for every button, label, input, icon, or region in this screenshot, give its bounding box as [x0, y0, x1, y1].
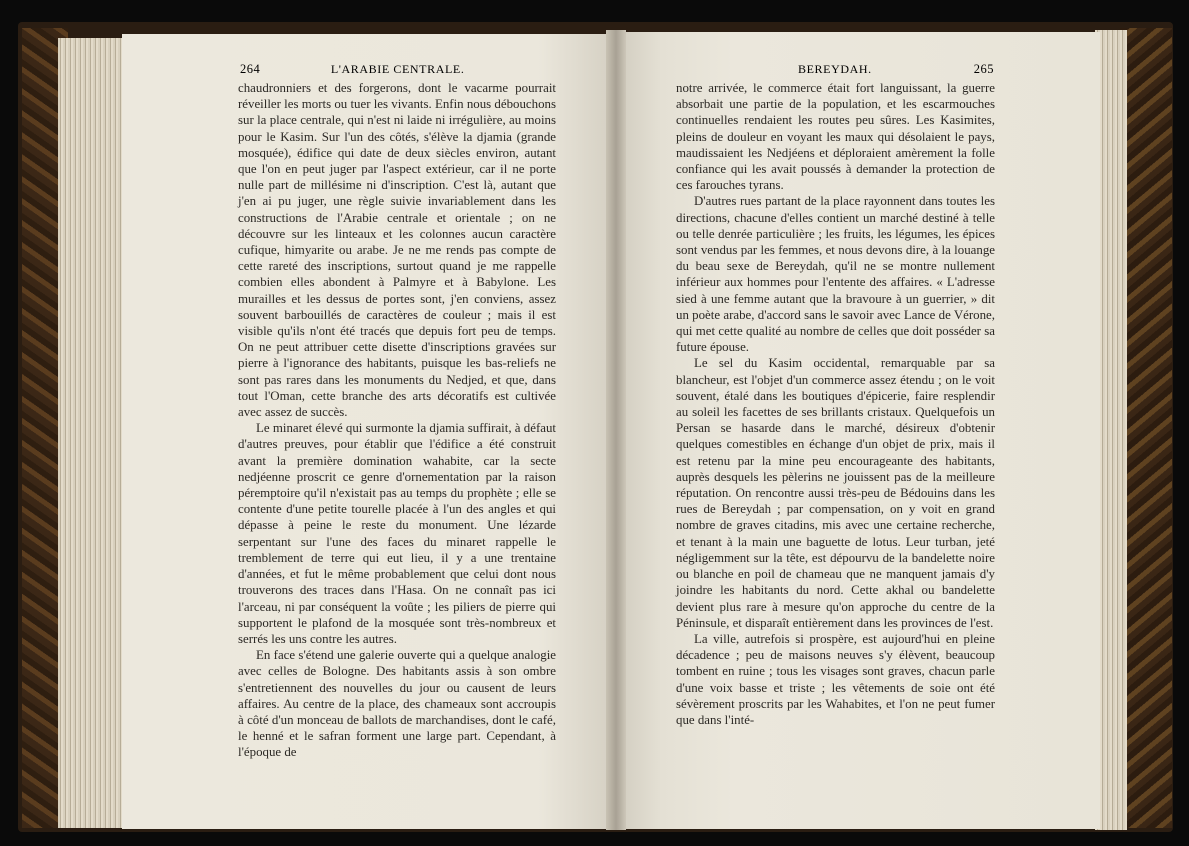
right-paragraph-1: notre arrivée, le commerce était fort languissant, la guerre absorbait une partie de la population, et les escarmouches continuelles rendaient les routes peu sûres. Les Kasimites, pleins de douleur en voyant les maux qui désolaient le pays, maudissaient les Nedjéens et déploraient amèrement la folle confiance qui les avait poussés à demander la protection de ces farouches tyrans. — [676, 81, 995, 193]
right-page-text — [676, 80, 995, 728]
left-page-number: 264 — [240, 62, 261, 76]
book-gutter — [606, 30, 626, 830]
page-edges-left — [58, 38, 130, 828]
left-page-header — [240, 62, 555, 77]
marbled-cover-right — [1120, 28, 1172, 828]
right-running-head: BEREYDAH. — [798, 62, 872, 76]
left-running-head: L'ARABIE CENTRALE. — [330, 62, 465, 76]
left-paragraph-3: En face s'étend une galerie ouverte qui a quelque analogie avec celles de Bologne. Des habitants assis à son ombre s'entretiennent des nouvelles du jour ou causent de leurs affaires. Au centre de la place, des chameaux sont accroupis à côté d'un monceau de ballots de marchandises, dont le café, le henné et le safran forment une large part. Cependant, à l'époque de — [238, 648, 556, 760]
right-paragraph-4: La ville, autrefois si prospère, est aujourd'hui en pleine décadence ; peu de maisons neuves s'y élèvent, beaucoup tombent en ruine ; tous les visages sont graves, chacun parle d'une voix basse et triste ; les vêtements de soie ont été sévèrement proscrits par les Wahabites, et l'on ne peut fumer que dans l'inté- — [676, 631, 995, 727]
left-paragraph-2: Le minaret élevé qui surmonte la djamia suffirait, à défaut d'autres preuves, pour établir que l'édifice a été construit avant la première domination wahabite, car la secte nedjéenne proscrit ce genre d'ornementation par la raison péremptoire qu'il n'existait pas au temps du prophète ; elle se contente d'une petite tourelle placée à l'un des angles et qui dépasse à peine le reste du monument. Une lézarde serpentant sur l'une des faces du minaret rappelle le tremblement de terre qui eut lieu, il y a une trentaine d'années, et fut le même probablement que celui dont nous trouverons des traces dans l'Hasa. On ne connaît pas ici l'arceau, ni par conséquent la voûte ; les piliers de pierre qui supportent le plafond de la mosquée sont très-nombreux et serrés les uns contre les autres. — [238, 421, 556, 646]
right-page-number: 265 — [973, 62, 994, 76]
right-paragraph-2: D'autres rues partant de la place rayonnent dans toutes les directions, chacune d'elles contient un marché destiné à telle ou telle denrée particulière ; les fruits, les légumes, les épices sont vendus par les femmes, et nous devons dire, à la louange du beau sexe de Bereydah, qu'il ne se montre nullement inférieur aux hommes pour l'entente des affaires. « L'adresse sied à une femme autant que la bravoure à un guerrier, » dit un poète arabe, d'accord sans le savoir avec Lance de Vérone, qui met cette qualité au nombre de celles que doit posséder sa future épouse. — [676, 194, 995, 355]
left-paragraph-1: chaudronniers et des forgerons, dont le vacarme pourrait réveiller les morts ou tuer les vivants. Enfin nous débouchons sur la place centrale, qui n'est ni laide ni irrégulière, au moins pour le Kasim. Sur l'un des côtés, s'élève la djamia (grande mosquée), édifice qui date de deux siècles environ, autant que l'on en peut juger par l'aspect extérieur, car il ne porte nulle part de millésime ni d'inscription. C'est là, autant que j'en ai pu juger, une règle suivie invariablement dans les constructions de l'Arabie centrale et orientale ; on ne découvre sur les linteaux et les colonnes aucun caractère cufique, himyarite ou arabe. Je ne me rends pas compte de cette rareté des inscriptions, surtout quand je me rappelle combien elles abondent à Palmyre et à Babylone. Les murailles et les dessus de portes sont, j'en conviens, assez souvent barbouillés de caractères de couleur ; mais il est visible qu'ils n'ont été tracés que depuis fort peu de temps. On ne peut attribuer cette disette d'inscriptions gravées sur pierre à l'ignorance des habitants, puisque les bas-reliefs ne sont pas rares dans les monuments du Nedjed, et que, dans tout l'Oman, cette branche des arts décoratifs est cultivée avec assez de succès. — [238, 81, 556, 420]
right-paragraph-3: Le sel du Kasim occidental, remarquable par sa blancheur, est l'objet d'un commerce assez étendu ; on le voit souvent, étalé dans les boutiques d'épicerie, faire resplendir au soleil les facettes de ses brillants cristaux. Quelquefois un Persan se hasarde dans le marché, désireux d'obtenir quelques comestibles en échange d'un objet de prix, mais il est retenu par la mine peu encourageante des habitants, auprès desquels les pèlerins ne jouissent pas de la meilleure réputation. On rencontre aussi très-peu de Bédouins dans les rues de Bereydah ; par compensation, on y voit en grand nombre de graves citadins, mis avec une certaine recherche, et tenant à la main une baguette de lotus. Leur turban, jeté négligemment sur la tête, est dépourvu de la bandelette noire ou blanche en poil de chameau que ne manquent jamais d'y joindre les habitants du nord. Cette akhal ou bandelette devient plus rare à mesure qu'on approche du centre de la Péninsule, et disparaît entièrement dans les provinces de l'est. — [676, 356, 995, 630]
right-page-header — [676, 62, 994, 77]
left-page-text — [238, 80, 556, 761]
